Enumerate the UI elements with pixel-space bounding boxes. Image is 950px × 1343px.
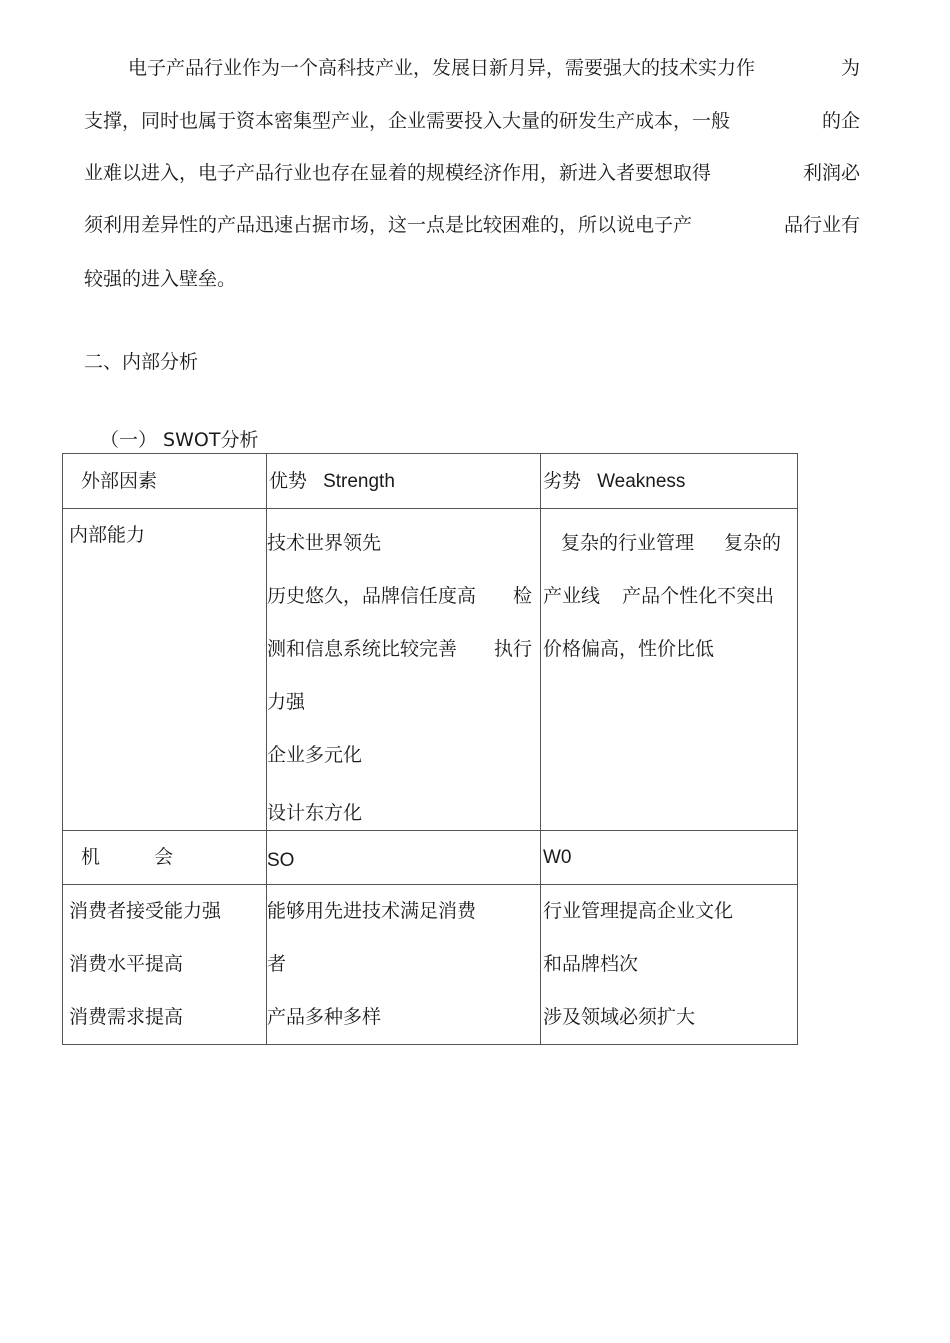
- intro-line-2-text: 支撑，同时也属于资本密集型产业，企业需要投入大量的研发生产成本，一般: [84, 110, 731, 132]
- strength-en-label: Strength: [323, 471, 395, 492]
- strength-item-3: [267, 623, 540, 676]
- strengths-cell: [267, 509, 541, 831]
- intro-line-1-end: 为: [840, 57, 860, 79]
- weakness-item-1: [541, 517, 797, 570]
- internal-capability-row: [63, 509, 798, 831]
- opportunity-item-2: 消费水平提高: [69, 953, 184, 975]
- weaknesses-cell: [541, 509, 798, 831]
- strength-item-1: 技术世界领先: [267, 532, 382, 554]
- weakness-item-2: [541, 570, 797, 623]
- opportunity-label-cell: [63, 831, 267, 885]
- opportunity-label: [63, 831, 266, 884]
- internal-label-cell: [63, 509, 267, 831]
- intro-line-3-end: 利润必: [802, 162, 860, 184]
- wo-label: W0: [543, 847, 572, 868]
- weakness-header: [541, 454, 797, 508]
- strength-label: 优势: [269, 470, 308, 492]
- opportunity-row: [63, 885, 798, 1045]
- opportunity-label-b: 会: [154, 846, 174, 868]
- weakness-item-2-end: 产品个性化不突出: [622, 585, 775, 607]
- opportunity-items-cell: [63, 885, 267, 1045]
- so-label: SO: [267, 850, 295, 871]
- so-strategy-line-3: 产品多种多样: [267, 1006, 382, 1028]
- wo-strategies-cell: [541, 885, 798, 1045]
- opportunity-label-a: 机: [81, 846, 101, 868]
- intro-line-4-end: 品行业有: [783, 214, 860, 236]
- weakness-item-1-text: 复杂的行业管理: [561, 532, 695, 554]
- so-header-cell: [267, 831, 541, 885]
- intro-line-1: [128, 55, 860, 81]
- section-title: 二、内部分析: [84, 351, 199, 373]
- weakness-item-2-text: 产业线: [543, 585, 601, 607]
- weakness-label: 劣势: [543, 470, 582, 492]
- weakness-item-1-end: 复杂的: [723, 532, 781, 554]
- intro-line-3-text: 业难以进入，电子产品行业也存在显着的规模经济作用，新进入者要想取得: [84, 162, 712, 184]
- intro-line-4: [84, 212, 860, 238]
- opportunity-item-3: 消费需求提高: [69, 1006, 184, 1028]
- strength-item-2-end: 检: [512, 585, 532, 607]
- intro-line-5: [84, 266, 860, 292]
- subsection-title: （一） SWOT分析: [100, 429, 259, 451]
- opportunity-header-row: [63, 831, 798, 885]
- intro-line-1-text: 电子产品行业作为一个高科技产业，发展日新月异，需要强大的技术实力作: [128, 57, 756, 79]
- intro-line-4-text: 须利用差异性的产品迅速占据市场，这一点是比较困难的，所以说电子产: [84, 214, 693, 236]
- wo-strategy-line-3: 涉及领域必须扩大: [543, 1006, 696, 1028]
- wo-strategy-line-1: 行业管理提高企业文化: [543, 900, 734, 922]
- strength-item-2-text: 历史悠久，品牌信任度高: [267, 585, 477, 607]
- external-factors-label: 外部因素: [81, 470, 158, 492]
- table-header-row: [63, 454, 798, 509]
- intro-line-3: [84, 160, 860, 186]
- so-strategy-line-1: 能够用先进技术满足消费: [267, 900, 477, 922]
- intro-line-2: [84, 108, 860, 134]
- intro-line-2-end: 的企: [821, 110, 860, 132]
- weakness-en-label: Weakness: [597, 471, 686, 492]
- opportunity-item-1: 消费者接受能力强: [69, 900, 222, 922]
- strength-header: [267, 454, 540, 508]
- wo-strategy-line-2: 和品牌档次: [543, 953, 639, 975]
- so-strategies-cell: [267, 885, 541, 1045]
- strength-item-5: 企业多元化: [267, 744, 363, 766]
- strength-item-6: 设计东方化: [267, 802, 363, 824]
- internal-capability-label: 内部能力: [69, 524, 146, 546]
- factor-header-cell: [63, 454, 267, 509]
- strength-item-3-text: 测和信息系统比较完善: [267, 638, 458, 660]
- swot-table: [62, 453, 798, 1045]
- weakness-item-3: 价格偏高，性价比低: [543, 638, 715, 660]
- strength-header-cell: [267, 454, 541, 509]
- strength-item-3-end: 执行: [493, 638, 532, 660]
- intro-line-5-text: 较强的进入壁垒。: [84, 268, 237, 290]
- wo-header-cell: [541, 831, 798, 885]
- strength-item-2: [267, 570, 540, 623]
- weakness-header-cell: [541, 454, 798, 509]
- strength-item-4: 力强: [267, 691, 306, 713]
- so-strategy-line-2: 者: [267, 953, 287, 975]
